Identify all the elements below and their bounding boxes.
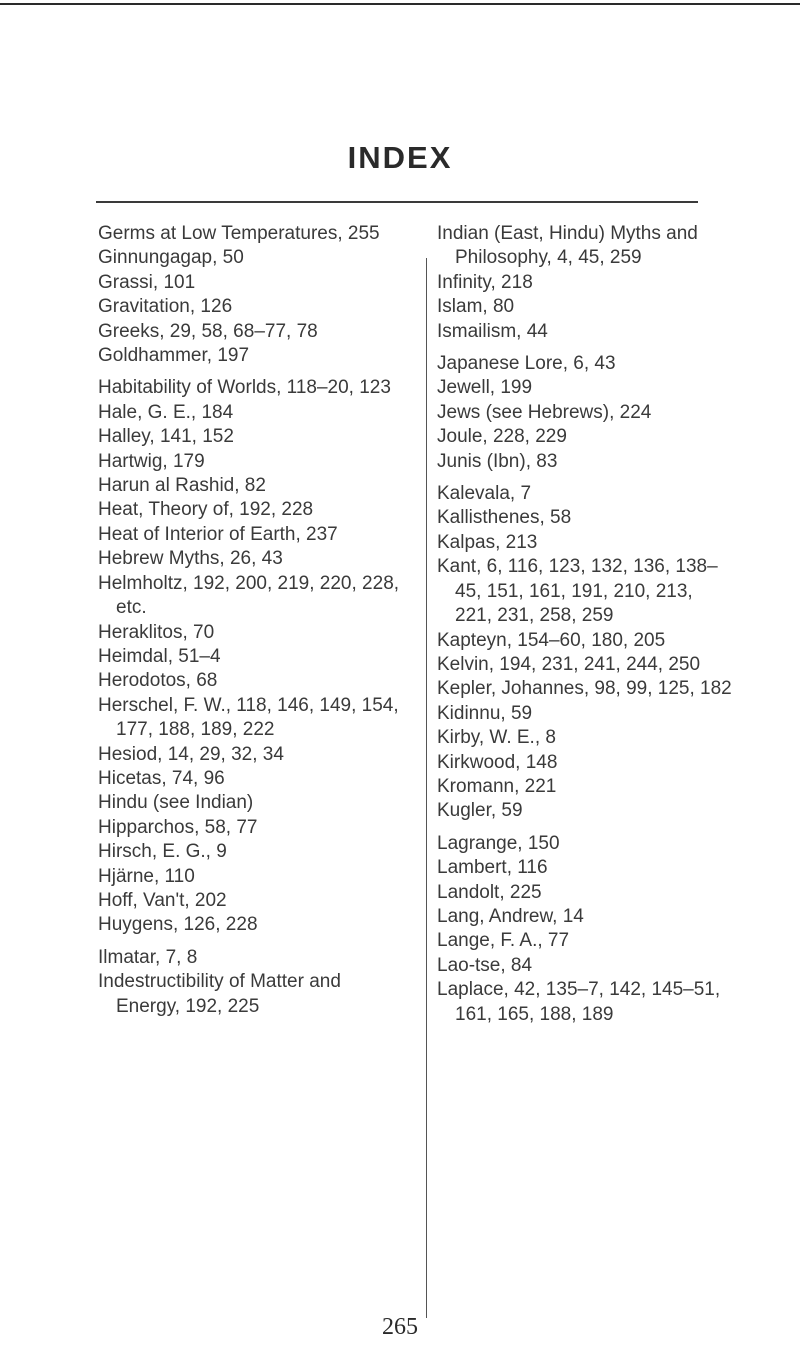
index-entry: Helmholtz, 192, 200, 219, 220, 228, etc. — [98, 572, 400, 619]
index-entry: Hale, G. E., 184 — [98, 401, 234, 423]
index-entry: Heat, Theory of, 192, 228 — [98, 499, 314, 521]
index-entry: Hesiod, 14, 29, 32, 34 — [98, 743, 284, 765]
index-entry: Kant, 6, 116, 123, 132, 136, 138–45, 151, 161, 191, 210, 213, 221, 231, 258, 259 — [437, 556, 718, 627]
index-entry: Germs at Low Temperatures, 255 — [98, 223, 380, 244]
index-entry: Jewell, 199 — [437, 377, 533, 399]
index-entry: Hebrew Myths, 26, 43 — [98, 548, 283, 570]
index-entry: Hoff, Van't, 202 — [98, 889, 227, 911]
index-entry: Kepler, Johannes, 98, 99, 125, 182 — [437, 678, 732, 700]
index-entry: Ilmatar, 7, 8 — [98, 946, 198, 968]
index-entry: Lagrange, 150 — [437, 832, 560, 854]
index-entry: Infinity, 218 — [437, 271, 533, 293]
index-entry: Kalevala, 7 — [437, 483, 532, 505]
index-entry: Gravitation, 126 — [98, 296, 233, 318]
index-entry: Grassi, 101 — [98, 271, 196, 293]
index-entry: Kallisthenes, 58 — [437, 507, 572, 529]
index-entry: Japanese Lore, 6, 43 — [437, 353, 616, 375]
index-entry: Heimdal, 51–4 — [98, 645, 221, 667]
index-entry: Jews (see Hebrews), 224 — [437, 401, 652, 423]
index-column-left — [98, 222, 410, 1019]
index-entry: Joule, 228, 229 — [437, 426, 567, 448]
index-entry: Hicetas, 74, 96 — [98, 767, 225, 789]
index-entry: Lambert, 116 — [437, 857, 548, 879]
index-entry: Heraklitos, 70 — [98, 621, 215, 643]
index-entry: Hindu (see Indian) — [98, 792, 254, 814]
index-entry: Kromann, 221 — [437, 775, 557, 797]
index-entry: Kelvin, 194, 231, 241, 244, 250 — [437, 653, 701, 675]
index-column-right — [437, 222, 733, 1027]
index-entry: Hirsch, E. G., 9 — [98, 841, 227, 863]
index-entry: Goldhammer, 197 — [98, 345, 250, 367]
index-entry: Kirby, W. E., 8 — [437, 727, 556, 749]
index-entry: Harun al Rashid, 82 — [98, 475, 266, 497]
index-entry: Ginnungagap, 50 — [98, 247, 244, 269]
index-entry: Hjärne, 110 — [98, 865, 195, 887]
index-entry: Indian (East, Hindu) Myths and Philosophy, 4, 45, 259 — [437, 223, 698, 269]
index-entry: Herschel, F. W., 118, 146, 149, 154, 177, 188, 189, 222 — [98, 694, 399, 741]
index-entry: Greeks, 29, 58, 68–77, 78 — [98, 320, 318, 342]
page-title: INDEX — [347, 140, 453, 175]
index-entry: Junis (Ibn), 83 — [437, 450, 558, 472]
title-underline-rule — [96, 201, 698, 203]
index-entry: Herodotos, 68 — [98, 670, 218, 692]
top-page-edge-rule — [0, 3, 800, 5]
index-entry: Habitability of Worlds, 118–20, 123 — [98, 377, 391, 399]
index-entry: Indestructibility of Matter and Energy, 192, 225 — [98, 971, 341, 1017]
index-entry: Halley, 141, 152 — [98, 426, 234, 448]
index-entry: Lao-tse, 84 — [437, 954, 533, 976]
column-divider — [426, 258, 427, 1318]
index-entry: Kirkwood, 148 — [437, 751, 558, 773]
index-entry: Landolt, 225 — [437, 881, 542, 903]
index-entry: Kidinnu, 59 — [437, 702, 533, 724]
index-entry: Laplace, 42, 135–7, 142, 145–51, 161, 165, 188, 189 — [437, 979, 721, 1025]
index-entry: Heat of Interior of Earth, 237 — [98, 523, 338, 545]
index-entry: Islam, 80 — [437, 296, 515, 318]
index-entry: Ismailism, 44 — [437, 320, 548, 342]
index-entry: Kapteyn, 154–60, 180, 205 — [437, 629, 666, 651]
index-entry: Lange, F. A., 77 — [437, 930, 570, 952]
index-entry: Hipparchos, 58, 77 — [98, 816, 258, 838]
index-entry: Hartwig, 179 — [98, 450, 205, 472]
index-entry: Kalpas, 213 — [437, 531, 538, 553]
index-entry: Kugler, 59 — [437, 800, 523, 822]
index-entry: Lang, Andrew, 14 — [437, 905, 584, 927]
index-entry: Huygens, 126, 228 — [98, 914, 258, 936]
page-number: 265 — [382, 1314, 418, 1340]
